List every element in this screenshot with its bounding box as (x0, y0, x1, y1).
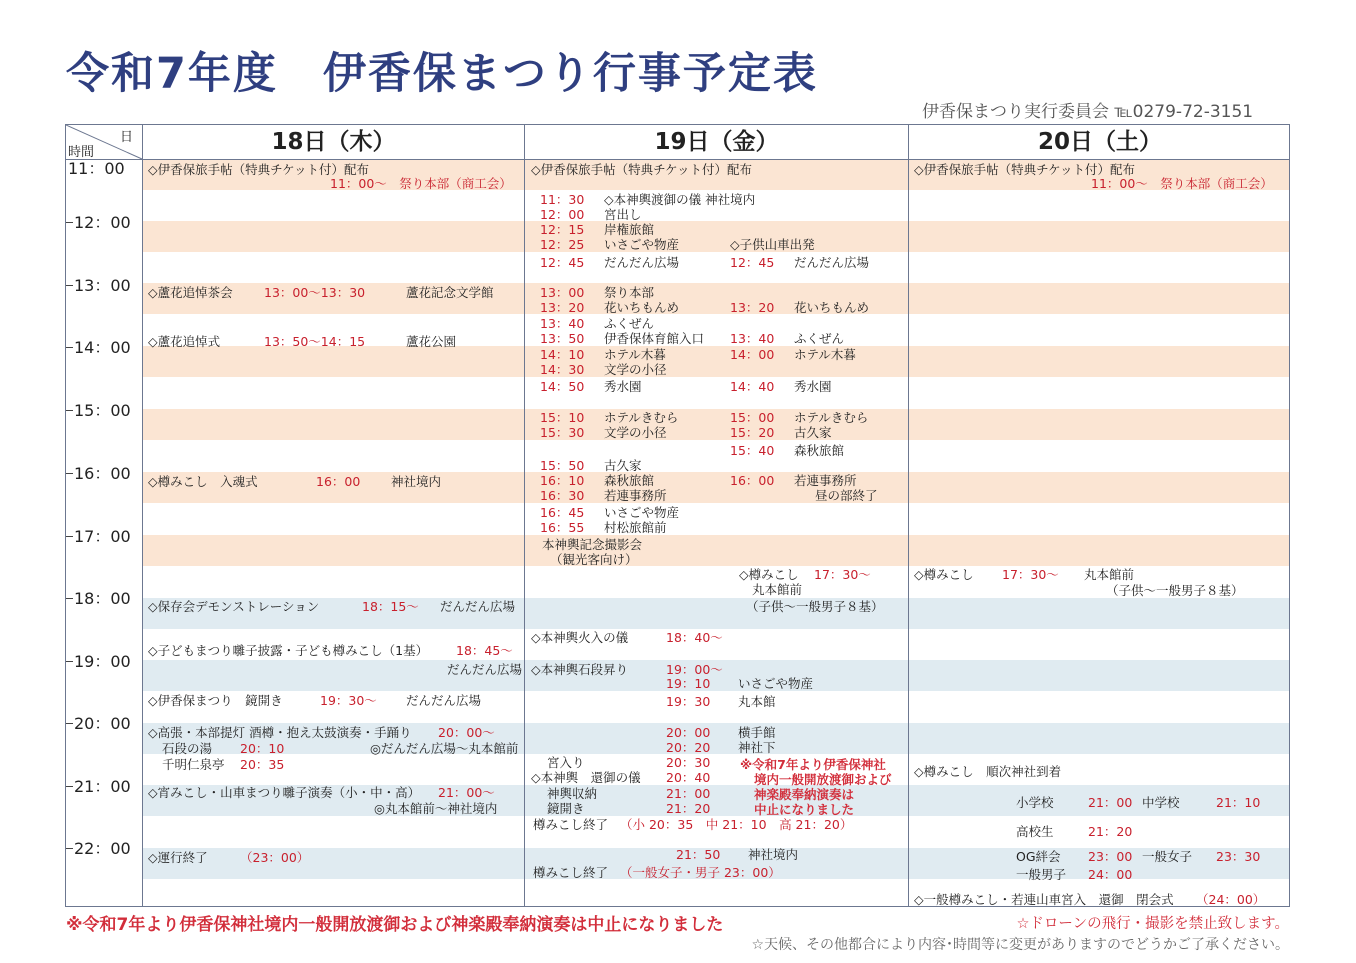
event-19-time: （小 20：35 中 21：10 高 21：20） (620, 817, 853, 832)
event-19-time: 19：00～ (666, 662, 723, 677)
event-19-time: 12：00 (540, 207, 585, 222)
event-19-time: 16：45 (540, 505, 585, 520)
schedule-table (65, 124, 1290, 907)
event-19-time: 16：55 (540, 520, 585, 535)
time-label: 17：00 (74, 527, 131, 546)
event-19: （子供～一般男子８基） (746, 599, 884, 614)
time-label: 12：00 (74, 213, 131, 232)
event-19: 森秋旅館 (604, 473, 655, 488)
event-19-time: 12：15 (540, 222, 585, 237)
event-19: ◇本神輿 還御の儀 (531, 770, 641, 785)
cancellation-note: 境内一般開放渡御および (754, 772, 892, 787)
event-19: 鏡開き (547, 801, 585, 816)
event-19: 森秋旅館 (794, 443, 845, 458)
event-19: ◇伊香保旅手帖（特典チケット付）配布 (531, 162, 752, 177)
time-label: 11：00 (68, 159, 125, 178)
event-20-time: 23：30 (1216, 849, 1261, 864)
organizer-tel: ℡0279-72-3151 (1114, 102, 1254, 122)
event-19-time: 12：25 (540, 237, 585, 252)
event-19-time: 15：50 (540, 458, 585, 473)
event-19-time: 16：30 (540, 488, 585, 503)
event-18-time: 20：00～ (438, 725, 495, 740)
event-19: ホテル木暮 (794, 347, 856, 362)
event-20: 一般女子 (1142, 849, 1193, 864)
event-18: 11：00～ 祭り本部（商工会） (330, 176, 512, 191)
event-18-time: （23：00） (240, 850, 310, 865)
event-18-place: だんだん広場 (440, 599, 516, 614)
event-19: 花いちもんめ (794, 300, 870, 315)
event-19: 神輿収納 (547, 786, 598, 801)
event-19: 神社下 (738, 740, 776, 755)
time-label: 21：00 (74, 777, 131, 796)
event-19: ホテル木暮 (604, 347, 666, 362)
event-19: 神社境内 (748, 847, 799, 862)
event-19-time: 14：30 (540, 362, 585, 377)
event-19: 本神輿記念撮影会 (542, 537, 643, 552)
corner-time-label: 時間 (68, 145, 95, 160)
event-19: 昼の部終了 (815, 488, 878, 503)
event-19-time: 16：00 (730, 473, 775, 488)
event-19: 村松旅館前 (604, 520, 667, 535)
event-19-time: 15：00 (730, 410, 775, 425)
event-19: ふくぜん (794, 331, 845, 346)
footer-weather-note: ☆天候、その他都合により内容･時間等に変更がありますのでどうかご了承ください。 (751, 937, 1289, 953)
event-19: いさごや物産 (604, 237, 680, 252)
page-title: 令和7年度 伊香保まつり行事予定表 (66, 49, 818, 99)
event-19: 文学の小径 (604, 362, 667, 377)
event-20-time: 21：00 (1088, 795, 1133, 810)
time-label: 18：00 (74, 589, 131, 608)
event-20-time: 17：30～ (1002, 567, 1059, 582)
time-label: 16：00 (74, 464, 131, 483)
event-19-time: 14：00 (730, 347, 775, 362)
event-18: ◇子どもまつり囃子披露・子ども樽みこし（1基） (148, 643, 429, 658)
event-19: だんだん広場 (604, 255, 680, 270)
event-19: 樽みこし終了 (533, 865, 609, 880)
event-19-time: 19：10 (666, 676, 711, 691)
time-label: 13：00 (74, 276, 131, 295)
event-19-time: 16：10 (540, 473, 585, 488)
event-20: 丸本館前 (1084, 567, 1135, 582)
event-19-time: 13：20 (540, 300, 585, 315)
time-label: 19：00 (74, 652, 131, 671)
event-20-time: 24：00 (1088, 867, 1133, 882)
event-18: ◇運行終了 (148, 850, 208, 865)
event-19-time: 19：30 (666, 694, 711, 709)
event-18-place: 蘆花公園 (406, 334, 457, 349)
event-19: 祭り本部 (604, 285, 655, 300)
event-19-time: 15：30 (540, 425, 585, 440)
event-20: ◇樽みこし (914, 567, 974, 582)
event-18-place: 神社境内 (391, 474, 442, 489)
footer-drone-note: ☆ドローンの飛行・撮影を禁止致します。 (1016, 916, 1289, 932)
event-19: ◇子供山車出発 (730, 237, 815, 252)
event-19-time: 18：40～ (666, 630, 723, 645)
event-19-time: 21：20 (666, 801, 711, 816)
event-19: 樽みこし終了 (533, 817, 609, 832)
cancellation-note: ※令和7年より伊香保神社 (740, 757, 886, 772)
event-19-time: 21：50 (676, 847, 721, 862)
event-18-time: 18：15～ (362, 599, 419, 614)
event-18-place: だんだん広場 (406, 693, 482, 708)
event-19-time: 17：30～ (814, 567, 871, 582)
event-19-time: 13：20 (730, 300, 775, 315)
cancellation-note: 神楽殿奉納演奏は (754, 787, 855, 802)
event-19: ホテルきむら (794, 410, 869, 425)
event-18: ◇高張・本部提灯 酒樽・抱え太鼓演奏・手踊り (148, 725, 412, 740)
event-19-time: 15：40 (730, 443, 775, 458)
event-19-time: 14：50 (540, 379, 585, 394)
event-18: ◇伊香保まつり 鏡開き (148, 693, 283, 708)
event-19: 丸本館前 (752, 582, 803, 597)
event-19-time: 11：30 (540, 192, 585, 207)
event-19: 岸権旅館 (604, 222, 655, 237)
event-19: ホテルきむら (604, 410, 679, 425)
event-19-time: 20：00 (666, 725, 711, 740)
event-20: 高校生 (1016, 824, 1054, 839)
event-18: ◇宵みこし・山車まつり囃子演奏（小・中・高） (148, 785, 421, 800)
header-day-18: 18日（木） (271, 129, 396, 155)
event-19-time: 20：40 (666, 770, 711, 785)
event-20: ◇伊香保旅手帖（特典チケット付）配布 (914, 162, 1135, 177)
event-19: 若連事務所 (794, 473, 857, 488)
event-19: いさごや物産 (738, 676, 814, 691)
event-18-place: ◎丸本館前～神社境内 (374, 801, 498, 816)
event-19-time: 13：40 (730, 331, 775, 346)
event-19: 横手館 (738, 725, 776, 740)
event-18-place: 蘆花記念文学館 (406, 285, 494, 300)
event-19-time: 13：00 (540, 285, 585, 300)
event-18: 千明仁泉亭 (162, 757, 225, 772)
event-20: ◇樽みこし 順次神社到着 (914, 764, 1062, 779)
event-18: ◇蘆花追悼茶会 (148, 285, 233, 300)
event-18-time: 21：00～ (438, 785, 495, 800)
event-18-place: ◎だんだん広場～丸本館前 (370, 741, 519, 756)
event-20-time: 21：20 (1088, 824, 1133, 839)
event-18-time: 13：50～14：15 (264, 334, 366, 349)
event-19: 花いちもんめ (604, 300, 680, 315)
event-18-time: 20：35 (240, 757, 285, 772)
event-19: 丸本館 (738, 694, 776, 709)
event-19-time: 20：30 (666, 755, 711, 770)
event-19: 伊香保体育館入口 (604, 331, 705, 346)
event-19: 古久家 (604, 458, 642, 473)
event-20: 小学校 (1016, 795, 1054, 810)
time-label: 15：00 (74, 401, 131, 420)
event-19: ◇樽みこし (739, 567, 799, 582)
event-20: 一般男子 (1016, 867, 1067, 882)
event-18-time: 13：00～13：30 (264, 285, 366, 300)
event-19: 秀水園 (794, 379, 832, 394)
event-19: 文学の小径 (604, 425, 667, 440)
event-19: ◇本神輿渡御の儀 神社境内 (604, 192, 756, 207)
header-day-20: 20日（土） (1037, 129, 1162, 155)
event-19-time: 14：40 (730, 379, 775, 394)
time-label: 22：00 (74, 839, 131, 858)
time-label: 20：00 (74, 714, 131, 733)
cancellation-note: 中止になりました (754, 802, 855, 817)
event-20-time: 23：00 (1088, 849, 1133, 864)
organizer-name: 伊香保まつり実行委員会 (922, 102, 1109, 122)
event-19: ◇本神輿石段昇り (531, 662, 629, 677)
event-19: 若連事務所 (604, 488, 667, 503)
event-19: 古久家 (794, 425, 832, 440)
event-18-time: 16：00 (316, 474, 361, 489)
event-19-time: 20：20 (666, 740, 711, 755)
event-19: （観光客向け） (550, 552, 638, 567)
corner-day-label: 日 (120, 130, 134, 145)
event-18-time: 18：45～ (456, 643, 513, 658)
event-19-time: 14：10 (540, 347, 585, 362)
event-18: 石段の湯 (162, 741, 213, 756)
event-19: いさごや物産 (604, 505, 680, 520)
event-18: ◇樽みこし 入魂式 (148, 474, 258, 489)
event-19: ふくぜん (604, 316, 655, 331)
event-18: ◇蘆花追悼式 (148, 334, 221, 349)
event-20: OG絆会 (1016, 849, 1061, 864)
event-18-time: 20：10 (240, 741, 285, 756)
event-19: ◇本神輿火入の儀 (531, 630, 629, 645)
event-18-place: だんだん広場 (447, 662, 523, 677)
event-18: ◇保存会デモンストレーション (148, 599, 320, 614)
event-19-time: （一般女子・男子 23：00） (620, 865, 781, 880)
event-19: 宮入り (547, 755, 585, 770)
event-19-time: 12：45 (730, 255, 775, 270)
organizer-info (922, 97, 1253, 122)
event-19-time: 15：10 (540, 410, 585, 425)
footer-cancellation-note: ※令和7年より伊香保神社境内一般開放渡御および神楽殿奉納演奏は中止になりました (66, 915, 724, 935)
event-19-time: 13：40 (540, 316, 585, 331)
event-20-time: 21：10 (1216, 795, 1261, 810)
event-19: 秀水園 (604, 379, 642, 394)
event-19-time: 13：50 (540, 331, 585, 346)
header-day-19: 19日（金） (654, 129, 779, 155)
event-19-time: 15：20 (730, 425, 775, 440)
time-label: 14：00 (74, 338, 131, 357)
event-19: だんだん広場 (794, 255, 870, 270)
event-20: 中学校 (1142, 795, 1180, 810)
event-18: ◇伊香保旅手帖（特典チケット付）配布 (148, 162, 369, 177)
event-20-time: （24：00） (1196, 892, 1266, 907)
event-20: （子供～一般男子８基） (1106, 583, 1244, 598)
event-18-time: 19：30～ (320, 693, 377, 708)
event-20: ◇一般樽みこし・若連山車宮入 還御 閉会式 (914, 892, 1174, 907)
event-20: 11：00～ 祭り本部（商工会） (1091, 176, 1273, 191)
event-19: 宮出し (604, 207, 642, 222)
event-19-time: 12：45 (540, 255, 585, 270)
event-19-time: 21：00 (666, 786, 711, 801)
